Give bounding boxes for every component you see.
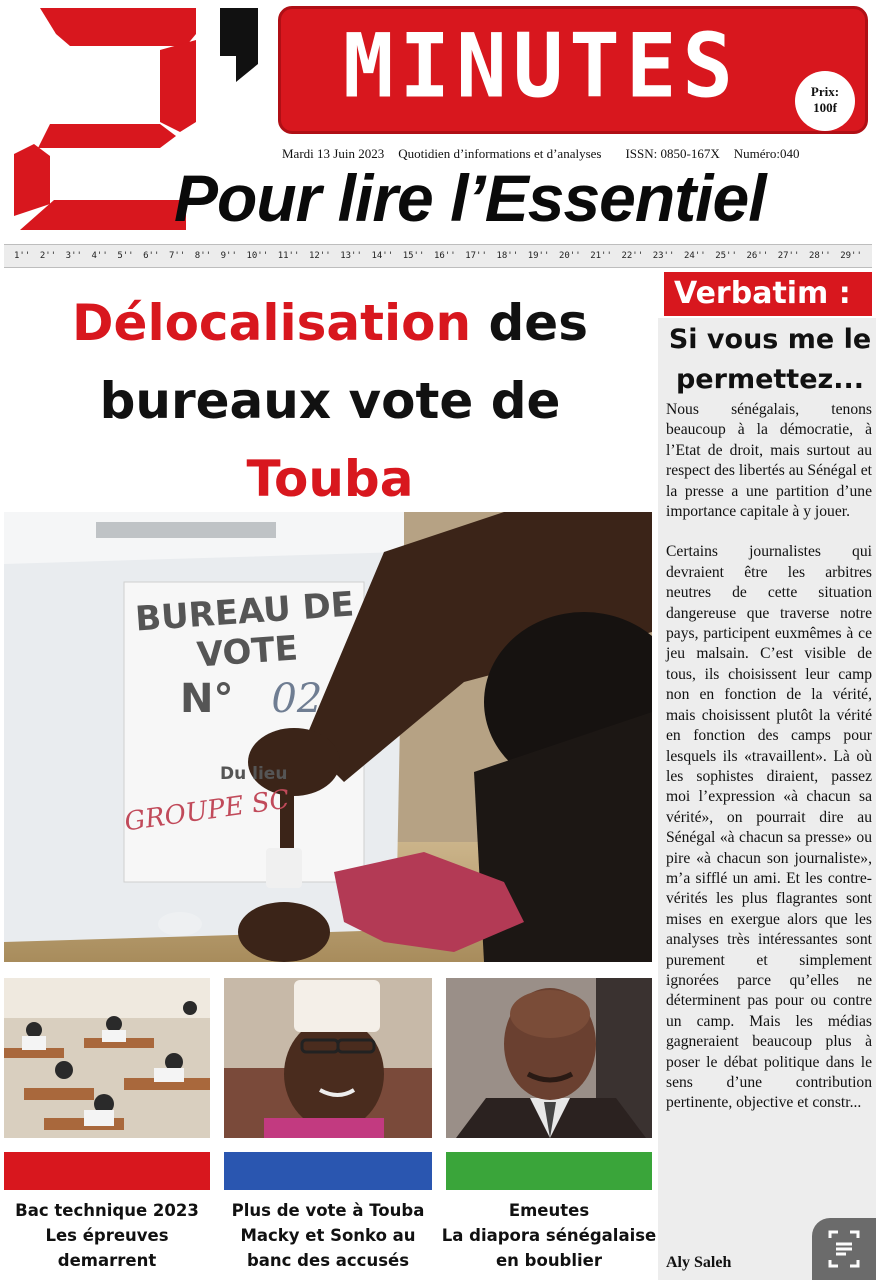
ruler-mark: 17'' [465,251,487,261]
ruler-mark: 19'' [527,251,550,261]
ruler-mark: 20'' [558,251,581,261]
story-photo-touba-cleric[interactable] [224,978,432,1138]
tagline: Pour lire l’Essentiel [174,161,766,235]
portrait-suit-illustration [446,978,652,1138]
ruler-mark: 22'' [621,251,644,261]
ruler-mark: 15'' [402,251,425,261]
classroom-illustration [4,978,210,1138]
ballot-box-sub-label: Du lieu [220,764,288,784]
story-photo-diaspora[interactable] [446,978,652,1138]
ruler-mark: 10'' [246,251,269,261]
logo-apostrophe [214,6,260,84]
headline-line-1: Délocalisation des [72,294,588,352]
story-color-bar-blue [224,1152,432,1190]
ruler-mark: 24'' [683,251,706,261]
ruler-mark: 3'' [65,251,82,261]
ruler-mark: 8'' [194,251,212,261]
editorial-paragraph: Nous sénégalais, tenons beaucoup à la démocratie, à l’Etat de droit, mais surtout au respect des libertés au Sénégal et la presse a une partition d’une importance capitale à y jouer. [666,401,872,521]
ballot-box-illustration [4,512,652,962]
ruler-mark: 7'' [168,251,186,261]
logo-number-two [10,4,200,236]
ruler-mark: 12'' [308,251,331,261]
price-badge [795,71,855,131]
ruler-mark: 1'' [14,251,31,261]
editorial-paragraph: Certains journalistes qui devraient être les arbitres neutres de cette situation dangereuse que traverse notre pays, participent euxmêmes à ce jeu malsain. C’est visible de tous, ils choisissent leur camp non en fonction de la vérité, mais choisissent plutôt la vérité en fonction des camps pour lesquels ils «travaillent». Là où les sophistes diraient, passez moi l’expression «à chacun sa vérité», on pourrait dire au Sénégal «à chacun sa presse» ou pire «à chacun son journaliste», m’a sifflé un ami. Et les contre-vérités les plus flagrantes sont mises en exergue alors que les analyses très intéressantes sont purement et simplement ignorées parce qu’elles ne déterminent pas pour ou contre un camp. Mais les médias gagneraient beaucoup plus à poser le débat politique dans le sens d’une contribution pertinente, objective et constr... [666,543,872,1112]
ruler-mark: 11'' [277,251,300,261]
story-caption-bac[interactable]: Bac technique 2023 Les épreuves demarrent [15,1201,199,1270]
paper-subtitle: Quotidien d’informations et d’analyses [398,146,602,161]
ruler-mark: 2'' [39,251,57,261]
ruler-mark: 23'' [652,251,675,261]
scan-icon [812,1218,876,1280]
portrait-cleric-illustration [224,978,432,1138]
ruler-mark: 4'' [91,251,108,261]
ruler-mark: 5'' [117,251,134,261]
ballot-box-number-handwritten: 02 [271,676,323,722]
story-caption-emeutes[interactable]: Emeutes La diapora sénégalaise en boublier [441,1201,657,1270]
price-value: 100f [813,100,837,115]
story-photo-exam-classroom[interactable] [4,978,210,1138]
story-caption-touba[interactable]: Plus de vote à Touba Macky et Sonko au banc des accusés [231,1201,425,1270]
issue-date: Mardi 13 Juin 2023 [282,146,385,161]
ruler-mark: 26'' [746,251,769,261]
ballot-box-label: BUREAU DE VOTE [133,584,356,676]
main-photo-ballot-box[interactable] [4,512,652,962]
ruler-mark: 25'' [715,251,737,261]
story-color-bar-green [446,1152,652,1190]
ruler-mark: 16'' [433,251,456,261]
scan-text-button[interactable] [812,1218,876,1280]
minutes-banner [278,6,868,134]
editorial-body [666,400,872,1134]
ruler-mark: 28'' [808,251,831,261]
price-label: Prix: [810,84,840,99]
ruler-mark: 9'' [220,251,237,261]
ruler-mark: 13'' [340,251,362,261]
ruler-mark: 29'' [840,251,862,261]
ruler-mark: 6'' [143,251,160,261]
ballot-box-handwritten-location: GROUPE SC [122,784,292,838]
issue-number: Numéro:040 [733,146,800,161]
section-label-verbatim: Verbatim : [664,272,872,316]
editorial-title[interactable]: Si vous me le permettez... [668,324,872,395]
headline-line-2: bureaux vote de Touba [99,372,561,508]
ruler-mark: 27'' [777,251,800,261]
ballot-box-number-row: N° 02 [180,676,323,722]
editorial-author: Aly Saleh [666,1254,732,1271]
issn: ISSN: 0850-167X [625,146,720,161]
ruler-mark: 14'' [371,251,394,261]
story-color-bar-red [4,1152,210,1190]
ruler-mark: 21'' [590,251,612,261]
masthead-title: MINUTES [342,14,739,118]
timeline-ruler [4,244,872,268]
ruler-mark: 18'' [496,251,519,261]
